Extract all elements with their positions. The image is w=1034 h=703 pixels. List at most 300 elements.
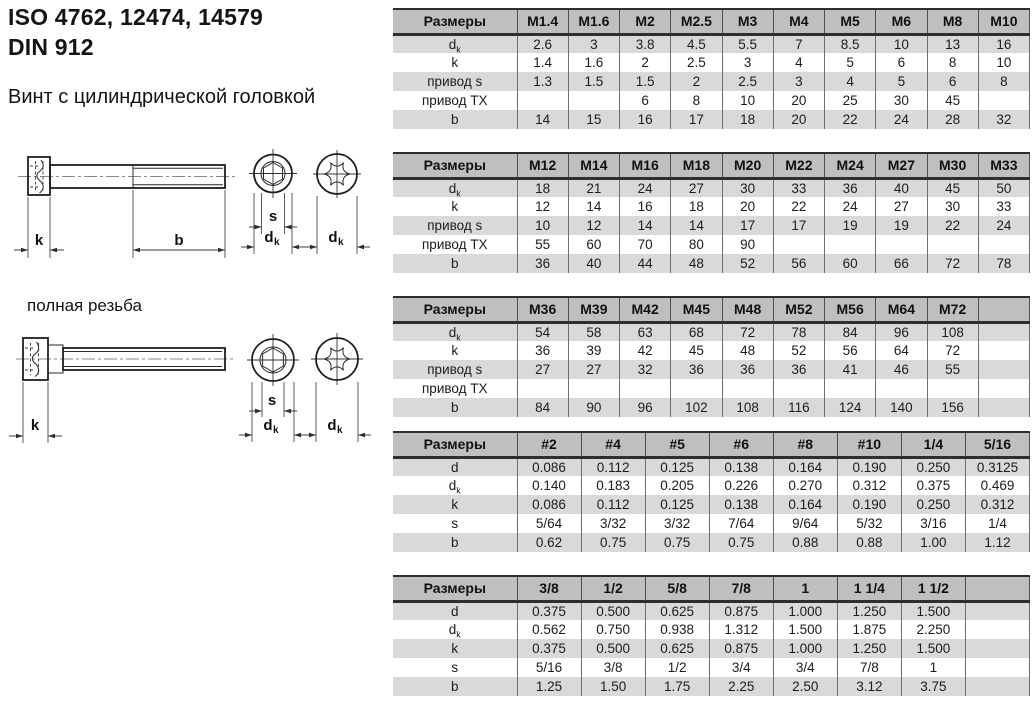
size-column-header: M27 (876, 153, 927, 178)
dimension-value-cell: 0.75 (581, 533, 645, 552)
dimension-value-cell: 52 (722, 254, 773, 273)
dimension-row-label: $d_k$ (393, 322, 517, 341)
dimension-row-label: $d_k$ (393, 476, 517, 495)
dimension-value-cell: 1.12 (965, 533, 1029, 552)
dimension-value-cell: 72 (927, 341, 978, 360)
size-column-header: #2 (517, 432, 581, 457)
size-column-header: 5/8 (645, 576, 709, 601)
dimension-value-cell (978, 91, 1029, 110)
dimension-value-cell: 20 (773, 91, 824, 110)
dimension-value-cell: 0.375 (517, 639, 581, 658)
dimension-value-cell: 24 (620, 178, 671, 197)
dimension-value-cell: 33 (978, 197, 1029, 216)
dimension-value-cell: 2 (620, 53, 671, 72)
dimension-value-cell: 17 (773, 216, 824, 235)
dimension-value-cell: 0.625 (645, 601, 709, 620)
dimensions-table-2 (393, 152, 1030, 273)
dimension-value-cell: 1.500 (773, 620, 837, 639)
dimension-value-cell: 45 (671, 341, 722, 360)
size-column-header: M10 (978, 9, 1029, 34)
dimension-row-label: k (393, 53, 517, 72)
dimension-value-cell: 45 (927, 91, 978, 110)
size-column-header: M16 (620, 153, 671, 178)
dimension-row-label: b (393, 254, 517, 273)
size-column-header: 5/16 (965, 432, 1029, 457)
dimensions-table-5 (393, 575, 1030, 696)
dimension-value-cell: 5 (825, 53, 876, 72)
dimension-value-cell: 16 (620, 110, 671, 129)
dimension-value-cell: 124 (825, 398, 876, 417)
dimension-value-cell: 55 (927, 360, 978, 379)
dimension-value-cell: 0.625 (645, 639, 709, 658)
dim-label-s: s (267, 392, 277, 409)
dimension-row-label: привод TX (393, 91, 517, 110)
dimension-value-cell: 5 (876, 72, 927, 91)
dimension-value-cell: 36 (825, 178, 876, 197)
dimension-value-cell: 7 (773, 34, 824, 53)
dimension-value-cell: 1.000 (773, 601, 837, 620)
dimension-value-cell (965, 658, 1029, 677)
dimension-row-label: привод s (393, 216, 517, 235)
table-row (393, 341, 1030, 360)
dimension-value-cell: 30 (722, 178, 773, 197)
dimension-value-cell: 0.938 (645, 620, 709, 639)
dimension-value-cell: 0.190 (837, 457, 901, 476)
dimension-value-cell: 1.50 (581, 677, 645, 696)
dimension-value-cell: 0.205 (645, 476, 709, 495)
dimension-value-cell: 0.183 (581, 476, 645, 495)
table-row (393, 514, 1030, 533)
dimension-value-cell: 1.000 (773, 639, 837, 658)
dimension-value-cell: 0.75 (709, 533, 773, 552)
dimension-value-cell (876, 235, 927, 254)
dimension-row-label: d (393, 601, 517, 620)
table-row (393, 379, 1030, 398)
size-column-header: #8 (773, 432, 837, 457)
table-row (393, 457, 1030, 476)
size-column-header: #6 (709, 432, 773, 457)
dimension-value-cell: 25 (825, 91, 876, 110)
dimension-value-cell (978, 322, 1029, 341)
dimension-value-cell (568, 91, 619, 110)
dimension-value-cell: 3.12 (837, 677, 901, 696)
table-row (393, 533, 1030, 552)
dimension-value-cell: 4 (825, 72, 876, 91)
dimension-value-cell (517, 379, 568, 398)
dimension-value-cell: 1.25 (517, 677, 581, 696)
dimension-value-cell: 2.5 (671, 53, 722, 72)
dimension-value-cell (978, 379, 1029, 398)
dimension-value-cell: 14 (517, 110, 568, 129)
table-row (393, 254, 1030, 273)
size-column-header: M52 (773, 297, 824, 322)
size-column-header: M39 (568, 297, 619, 322)
dimension-value-cell (965, 639, 1029, 658)
size-column-header: M45 (671, 297, 722, 322)
dimension-value-cell: 2 (671, 72, 722, 91)
dimension-value-cell: 50 (978, 178, 1029, 197)
dimension-row-label: s (393, 658, 517, 677)
dimension-value-cell: 10 (517, 216, 568, 235)
dimension-value-cell: 27 (568, 360, 619, 379)
dim-label-dk-sub: k (338, 237, 344, 248)
dimension-value-cell: 8.5 (825, 34, 876, 53)
dimension-value-cell: 27 (671, 178, 722, 197)
dimension-value-cell (825, 235, 876, 254)
drawing-partial-thread-screw (0, 140, 380, 265)
dimension-value-cell: 64 (876, 341, 927, 360)
dimension-value-cell: 42 (620, 341, 671, 360)
dimension-value-cell: 14 (620, 216, 671, 235)
dimension-value-cell: 44 (620, 254, 671, 273)
table-row (393, 197, 1030, 216)
dim-label-dk-sub: k (273, 425, 279, 436)
dimension-value-cell: 96 (620, 398, 671, 417)
size-column-header: 1 1/2 (901, 576, 965, 601)
dim-label-b: b (174, 232, 184, 249)
dimension-value-cell: 14 (671, 216, 722, 235)
table-row (393, 360, 1030, 379)
size-column-header: M20 (722, 153, 773, 178)
dimension-value-cell: 80 (671, 235, 722, 254)
dimension-row-label: b (393, 533, 517, 552)
dimension-row-label: b (393, 110, 517, 129)
dimension-value-cell: 1.250 (837, 601, 901, 620)
dimension-value-cell: 0.88 (773, 533, 837, 552)
table-row (393, 235, 1030, 254)
dim-label-k: k (34, 232, 44, 249)
table-row (393, 53, 1030, 72)
dimension-value-cell: 0.500 (581, 601, 645, 620)
size-column-header: #5 (645, 432, 709, 457)
dimension-value-cell: 56 (773, 254, 824, 273)
table-corner-header: Размеры (393, 297, 517, 322)
size-column-header: M18 (671, 153, 722, 178)
dimension-value-cell: 0.375 (901, 476, 965, 495)
size-column-header: M8 (927, 9, 978, 34)
drawing-full-thread-screw (0, 330, 380, 452)
dimension-value-cell: 41 (825, 360, 876, 379)
dimension-value-cell: 13 (927, 34, 978, 53)
size-column-header: M72 (927, 297, 978, 322)
dimension-value-cell: 32 (620, 360, 671, 379)
dimension-value-cell: 63 (620, 322, 671, 341)
dim-label-k: k (30, 417, 40, 434)
dimension-value-cell: 17 (722, 216, 773, 235)
size-column-header: M36 (517, 297, 568, 322)
dimension-value-cell: 3 (722, 53, 773, 72)
dimension-value-cell: 22 (773, 197, 824, 216)
dimension-row-label: привод s (393, 360, 517, 379)
dimension-value-cell (568, 379, 619, 398)
dimension-value-cell: 46 (876, 360, 927, 379)
table-row (393, 72, 1030, 91)
table-corner-header: Размеры (393, 9, 517, 34)
dimension-value-cell: 45 (927, 178, 978, 197)
dimension-value-cell: 6 (876, 53, 927, 72)
product-subtitle: Винт с цилиндрической головкой (8, 86, 316, 108)
dimension-value-cell: 84 (517, 398, 568, 417)
dimension-value-cell: 60 (825, 254, 876, 273)
dimension-value-cell: 24 (876, 110, 927, 129)
size-column-header: M1.6 (568, 9, 619, 34)
dimension-value-cell: 36 (773, 360, 824, 379)
dimensions-table-1 (393, 8, 1030, 129)
dimension-value-cell: 22 (825, 110, 876, 129)
dimension-row-label: привод TX (393, 235, 517, 254)
dimension-value-cell: 2.6 (517, 34, 568, 53)
screw-side-view (14, 157, 236, 258)
dimension-value-cell: 4.5 (671, 34, 722, 53)
dimension-value-cell (517, 91, 568, 110)
dimension-value-cell: 36 (722, 360, 773, 379)
dim-label-dk: d (327, 417, 337, 434)
dimension-value-cell (620, 379, 671, 398)
dimension-value-cell: 40 (876, 178, 927, 197)
dimension-value-cell: 0.226 (709, 476, 773, 495)
dimension-value-cell: 0.164 (773, 495, 837, 514)
size-column-header: M48 (722, 297, 773, 322)
dimension-value-cell: 48 (722, 341, 773, 360)
table-row (393, 639, 1030, 658)
dimension-value-cell: 3/4 (709, 658, 773, 677)
dimension-value-cell: 5/32 (837, 514, 901, 533)
dimension-value-cell: 12 (568, 216, 619, 235)
dimension-value-cell: 27 (517, 360, 568, 379)
dimension-value-cell: 20 (722, 197, 773, 216)
dimension-row-label: b (393, 677, 517, 696)
dimension-value-cell: 4 (773, 53, 824, 72)
dimension-value-cell (965, 620, 1029, 639)
dimension-value-cell: 36 (517, 341, 568, 360)
dimension-value-cell (773, 235, 824, 254)
dimension-value-cell: 3/4 (773, 658, 837, 677)
dimension-value-cell: 0.375 (517, 601, 581, 620)
dimension-row-label: $d_k$ (393, 34, 517, 53)
dimension-value-cell: 0.138 (709, 457, 773, 476)
dimension-value-cell (773, 379, 824, 398)
dimension-value-cell: 90 (568, 398, 619, 417)
dimension-value-cell: 10 (978, 53, 1029, 72)
dimension-value-cell: 12 (517, 197, 568, 216)
dimension-value-cell: 68 (671, 322, 722, 341)
table-row (393, 677, 1030, 696)
size-column-header: 3/8 (517, 576, 581, 601)
dimension-value-cell: 8 (671, 91, 722, 110)
dimension-value-cell: 0.875 (709, 601, 773, 620)
dimension-value-cell (825, 379, 876, 398)
dimension-value-cell: 0.125 (645, 457, 709, 476)
standard-iso-title: ISO 4762, 12474, 14579 (8, 4, 264, 30)
dimension-value-cell: 0.125 (645, 495, 709, 514)
dimension-value-cell: 9/64 (773, 514, 837, 533)
table-row (393, 495, 1030, 514)
dimension-value-cell: 54 (517, 322, 568, 341)
size-column-header: 1 1/4 (837, 576, 901, 601)
size-column-header: M6 (876, 9, 927, 34)
dimension-value-cell: 19 (825, 216, 876, 235)
dimension-value-cell: 6 (620, 91, 671, 110)
dimension-value-cell: 24 (978, 216, 1029, 235)
dimension-value-cell: 0.270 (773, 476, 837, 495)
size-column-header: M33 (978, 153, 1029, 178)
dimension-value-cell: 1/2 (645, 658, 709, 677)
dimension-value-cell: 30 (876, 91, 927, 110)
size-column-header: M30 (927, 153, 978, 178)
dimension-value-cell: 55 (517, 235, 568, 254)
dimension-value-cell: 6 (927, 72, 978, 91)
size-column-header: M56 (825, 297, 876, 322)
dimension-value-cell: 56 (825, 341, 876, 360)
dimension-value-cell: 16 (620, 197, 671, 216)
dimension-value-cell: 5/64 (517, 514, 581, 533)
dimension-value-cell: 1.3 (517, 72, 568, 91)
dimension-value-cell (927, 235, 978, 254)
table-row (393, 476, 1030, 495)
size-column-header (965, 576, 1029, 601)
dimension-value-cell: 3/8 (581, 658, 645, 677)
dimension-value-cell: 60 (568, 235, 619, 254)
dimension-value-cell: 0.250 (901, 457, 965, 476)
dimension-value-cell: 1.312 (709, 620, 773, 639)
table-row (393, 34, 1030, 53)
dimension-row-label: d (393, 457, 517, 476)
dimension-value-cell: 1.5 (620, 72, 671, 91)
table-row (393, 601, 1030, 620)
dimension-value-cell: 5.5 (722, 34, 773, 53)
dimension-value-cell: 39 (568, 341, 619, 360)
standard-din-title: DIN 912 (8, 34, 94, 60)
dimension-value-cell: 0.190 (837, 495, 901, 514)
size-column-header: M4 (773, 9, 824, 34)
dimension-value-cell: 10 (722, 91, 773, 110)
dimension-value-cell (978, 341, 1029, 360)
dimension-value-cell (978, 235, 1029, 254)
dimension-value-cell: 0.875 (709, 639, 773, 658)
dimension-value-cell: 0.562 (517, 620, 581, 639)
dimension-value-cell: 1.75 (645, 677, 709, 696)
hex-socket-end-view (239, 334, 307, 442)
dimension-value-cell: 32 (978, 110, 1029, 129)
dimension-value-cell: 140 (876, 398, 927, 417)
dimension-value-cell: 8 (927, 53, 978, 72)
dimension-value-cell: 3/32 (581, 514, 645, 533)
dimension-value-cell: 3/32 (645, 514, 709, 533)
dimension-value-cell: 24 (825, 197, 876, 216)
dimension-row-label: привод TX (393, 379, 517, 398)
size-column-header: 7/8 (709, 576, 773, 601)
dimension-value-cell: 1.6 (568, 53, 619, 72)
dimension-value-cell: 1.500 (901, 639, 965, 658)
dimension-value-cell: 1.875 (837, 620, 901, 639)
size-column-header: M42 (620, 297, 671, 322)
torx-socket-end-view (303, 333, 371, 442)
size-column-header: M22 (773, 153, 824, 178)
dimension-value-cell: 0.312 (965, 495, 1029, 514)
size-column-header: M3 (722, 9, 773, 34)
dimension-row-label: $d_k$ (393, 620, 517, 639)
dimension-value-cell: 18 (722, 110, 773, 129)
dimension-value-cell: 0.469 (965, 476, 1029, 495)
table-row (393, 110, 1030, 129)
dimension-value-cell: 72 (927, 254, 978, 273)
size-column-header: M2.5 (671, 9, 722, 34)
screw-side-view (9, 338, 234, 443)
size-column-header: M24 (825, 153, 876, 178)
size-column-header: M64 (876, 297, 927, 322)
dim-label-dk-sub: k (274, 237, 280, 248)
dimension-value-cell: 3 (773, 72, 824, 91)
table-row (393, 216, 1030, 235)
dimension-value-cell: 30 (927, 197, 978, 216)
dimension-value-cell: 1.00 (901, 533, 965, 552)
size-column-header: M2 (620, 9, 671, 34)
dimension-value-cell: 84 (825, 322, 876, 341)
table-corner-header: Размеры (393, 432, 517, 457)
dimension-value-cell: 22 (927, 216, 978, 235)
table-corner-header: Размеры (393, 576, 517, 601)
dimension-value-cell: 102 (671, 398, 722, 417)
dimension-value-cell: 2.5 (722, 72, 773, 91)
dimension-value-cell: 20 (773, 110, 824, 129)
table-row (393, 620, 1030, 639)
dimensions-table-3 (393, 296, 1030, 417)
dimension-value-cell: 3/16 (901, 514, 965, 533)
table-row (393, 398, 1030, 417)
torx-socket-end-view (304, 150, 370, 254)
dimension-value-cell: 66 (876, 254, 927, 273)
table-row (393, 91, 1030, 110)
dimension-value-cell: 0.112 (581, 457, 645, 476)
size-column-header: 1/4 (901, 432, 965, 457)
dimensions-table-4 (393, 431, 1030, 552)
dimension-value-cell (876, 379, 927, 398)
table-row (393, 658, 1030, 677)
dimension-value-cell: 0.62 (517, 533, 581, 552)
dimension-row-label: s (393, 514, 517, 533)
dimension-value-cell: 72 (722, 322, 773, 341)
dimension-value-cell (722, 379, 773, 398)
dimension-value-cell: 78 (773, 322, 824, 341)
dimension-value-cell: 70 (620, 235, 671, 254)
dimension-value-cell: 3 (568, 34, 619, 53)
dimension-value-cell: 5/16 (517, 658, 581, 677)
dimension-value-cell: 1.5 (568, 72, 619, 91)
dimension-value-cell: 19 (876, 216, 927, 235)
dimension-value-cell: 0.138 (709, 495, 773, 514)
dimension-value-cell: 15 (568, 110, 619, 129)
dimension-value-cell: 0.250 (901, 495, 965, 514)
size-column-header: M5 (825, 9, 876, 34)
dimension-value-cell: 36 (671, 360, 722, 379)
dimension-value-cell: 0.75 (645, 533, 709, 552)
dimension-value-cell: 1 (901, 658, 965, 677)
dimension-value-cell: 108 (927, 322, 978, 341)
dimension-value-cell: 10 (876, 34, 927, 53)
dimension-value-cell: 27 (876, 197, 927, 216)
dimension-value-cell: 3.75 (901, 677, 965, 696)
dimension-value-cell: 58 (568, 322, 619, 341)
size-column-header: M12 (517, 153, 568, 178)
size-column-header: M14 (568, 153, 619, 178)
dimension-value-cell: 116 (773, 398, 824, 417)
dimension-value-cell: 96 (876, 322, 927, 341)
dimension-row-label: k (393, 639, 517, 658)
dimension-row-label: привод s (393, 72, 517, 91)
dimension-value-cell: 8 (978, 72, 1029, 91)
dim-label-s: s (268, 208, 278, 225)
dimension-value-cell: 0.086 (517, 495, 581, 514)
